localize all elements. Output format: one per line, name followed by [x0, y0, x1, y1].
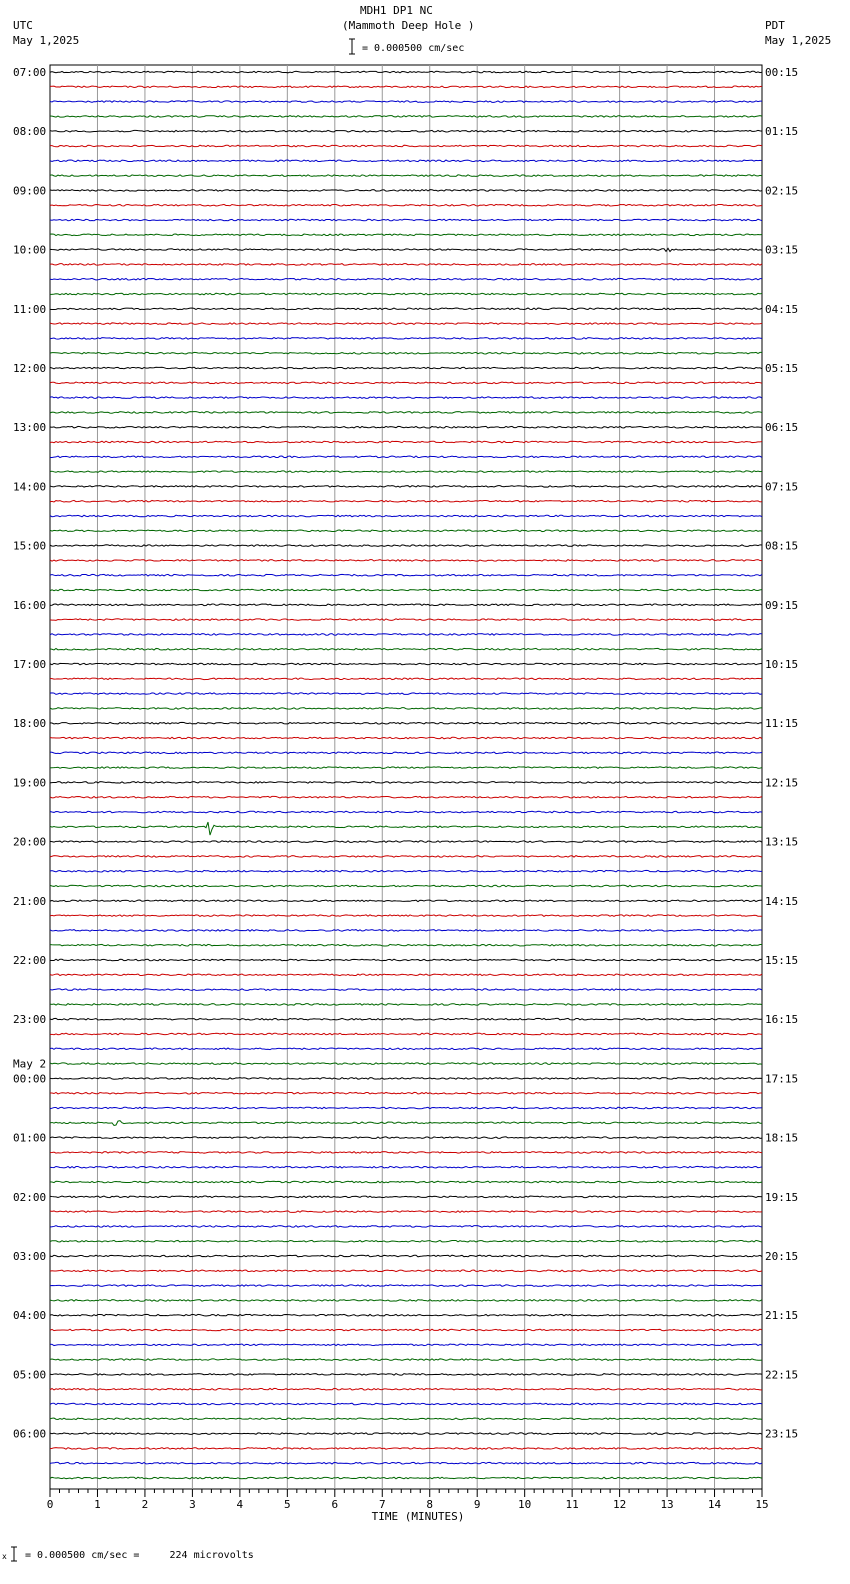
- utc-hour-label: 14:00: [13, 480, 47, 494]
- pdt-hour-label: 18:15: [765, 1131, 799, 1145]
- seismic-trace: [50, 500, 762, 502]
- seismic-trace: [50, 722, 762, 724]
- utc-hour-label: 18:00: [13, 717, 47, 731]
- seismic-trace: [50, 1107, 762, 1109]
- seismic-trace: [50, 293, 762, 295]
- seismic-trace: [50, 1448, 762, 1450]
- seismic-trace: [50, 1418, 762, 1420]
- seismic-trace: [50, 1255, 762, 1257]
- seismic-trace: [50, 471, 762, 473]
- seismic-trace: [50, 515, 762, 517]
- scale-label: = 0.000500 cm/sec: [362, 43, 465, 54]
- seismic-trace: [50, 634, 762, 636]
- utc-hour-label: 11:00: [13, 302, 47, 316]
- seismic-trace: [50, 1403, 762, 1405]
- x-tick-label: 14: [707, 1498, 722, 1511]
- seismic-trace: [50, 1181, 762, 1183]
- seismic-trace: [50, 1433, 762, 1435]
- seismic-trace: [50, 900, 762, 902]
- pdt-hour-label: 10:15: [765, 658, 799, 671]
- svg-text:x: x: [2, 1552, 7, 1561]
- seismic-trace: [50, 190, 762, 192]
- pdt-hour-label: 11:15: [765, 717, 799, 731]
- seismic-trace: [50, 278, 762, 280]
- seismic-trace: [50, 1166, 762, 1168]
- seismic-trace: [50, 856, 762, 858]
- seismic-trace: [50, 589, 762, 591]
- seismic-trace: [50, 160, 762, 162]
- pdt-hour-label: 12:15: [765, 776, 799, 790]
- utc-hour-label: 01:00: [13, 1131, 47, 1145]
- x-tick-label: 9: [473, 1498, 481, 1511]
- seismic-trace: [50, 944, 762, 946]
- seismic-trace: [50, 1285, 762, 1287]
- seismic-trace: [50, 175, 762, 177]
- right-timezone: PDT: [765, 19, 785, 32]
- seismic-trace: [50, 86, 762, 88]
- seismic-trace: [50, 219, 762, 221]
- location-title: (Mammoth Deep Hole ): [342, 19, 475, 32]
- seismic-trace: [50, 1137, 762, 1139]
- plot-frame: [50, 65, 762, 1489]
- x-tick-label: 3: [189, 1498, 196, 1511]
- utc-hour-label: 09:00: [13, 184, 47, 198]
- seismic-trace: [50, 1477, 762, 1479]
- seismic-trace: [50, 1388, 762, 1390]
- seismic-trace: [50, 130, 762, 132]
- seismic-trace: [50, 101, 762, 103]
- pdt-hour-label: 06:15: [765, 421, 799, 435]
- utc-hour-label: 10:00: [13, 243, 47, 257]
- seismic-trace: [50, 1152, 762, 1154]
- pdt-hour-label: 07:15: [765, 480, 799, 494]
- utc-hour-label: 04:00: [13, 1309, 47, 1323]
- seismic-trace: [50, 1226, 762, 1228]
- seismic-trace: [50, 1329, 762, 1331]
- x-tick-label: 1: [94, 1498, 101, 1511]
- seismic-trace: [50, 1359, 762, 1361]
- seismic-trace: [50, 1374, 762, 1376]
- seismic-trace: [50, 1196, 762, 1198]
- seismic-trace: [50, 915, 762, 917]
- x-tick-label: 5: [284, 1498, 291, 1511]
- x-tick-label: 11: [565, 1498, 579, 1511]
- utc-hour-label: 22:00: [13, 954, 47, 967]
- x-tick-label: 8: [426, 1498, 434, 1511]
- seismic-trace: [50, 530, 762, 532]
- seismic-trace: [50, 663, 762, 665]
- utc-hour-label: 00:00: [13, 1072, 47, 1086]
- utc-hour-label: 21:00: [13, 894, 47, 908]
- x-axis-label: TIME (MINUTES): [371, 1510, 465, 1523]
- seismic-trace: [50, 752, 762, 754]
- seismic-trace: [50, 1314, 762, 1316]
- seismic-trace: [50, 1300, 762, 1302]
- seismic-trace: [50, 486, 762, 488]
- seismic-trace: [50, 323, 762, 325]
- seismic-trace: [50, 959, 762, 961]
- seismic-trace: [50, 264, 762, 266]
- seismic-trace: [50, 604, 762, 606]
- utc-hour-label: 03:00: [13, 1250, 47, 1263]
- pdt-hour-label: 01:15: [765, 125, 799, 139]
- seismic-trace: [50, 338, 762, 340]
- seismic-trace: [50, 782, 762, 784]
- utc-hour-label: 08:00: [13, 125, 47, 139]
- pdt-hour-label: 04:15: [765, 302, 799, 316]
- utc-hour-label: 02:00: [13, 1190, 47, 1204]
- pdt-hour-label: 13:15: [765, 835, 799, 849]
- seismic-trace: [50, 1078, 762, 1080]
- date-change-label: May 2: [13, 1057, 47, 1071]
- seismic-trace: [50, 426, 762, 428]
- seismic-trace: [50, 841, 762, 843]
- x-tick-label: 4: [236, 1498, 244, 1511]
- seismic-trace: [50, 989, 762, 991]
- seismic-trace: [50, 1063, 762, 1065]
- pdt-hour-label: 19:15: [765, 1190, 799, 1204]
- seismic-trace: [50, 811, 762, 813]
- seismic-trace: [50, 352, 762, 354]
- pdt-hour-label: 08:15: [765, 539, 799, 553]
- seismic-trace: [50, 619, 762, 621]
- pdt-hour-label: 14:15: [765, 894, 799, 908]
- utc-hour-label: 23:00: [13, 1013, 47, 1027]
- seismic-trace: [50, 708, 762, 710]
- x-tick-label: 7: [378, 1498, 386, 1511]
- seismic-trace: [50, 456, 762, 458]
- footer-scale-bar-icon: [2, 1547, 17, 1561]
- x-tick-label: 6: [331, 1498, 339, 1511]
- seismic-trace: [50, 367, 762, 369]
- x-tick-label: 2: [141, 1498, 149, 1511]
- utc-hour-label: 16:00: [13, 598, 47, 612]
- seismic-trace: [50, 870, 762, 872]
- seismic-trace: [50, 308, 762, 310]
- pdt-hour-label: 23:15: [765, 1427, 799, 1441]
- pdt-hour-label: 03:15: [765, 243, 799, 257]
- utc-hour-label: 06:00: [13, 1427, 47, 1441]
- left-date: May 1,2025: [13, 34, 80, 47]
- utc-hour-label: 15:00: [13, 539, 47, 553]
- pdt-hour-label: 16:15: [765, 1013, 799, 1027]
- seismic-trace: [50, 1121, 762, 1126]
- seismic-trace: [50, 885, 762, 887]
- seismic-trace: [50, 1344, 762, 1346]
- pdt-hour-label: 21:15: [765, 1309, 799, 1323]
- seismic-trace: [50, 71, 762, 73]
- seismic-trace: [50, 693, 762, 695]
- utc-hour-label: 05:00: [13, 1368, 47, 1382]
- utc-hour-label: 13:00: [13, 421, 47, 435]
- x-tick-label: 10: [518, 1498, 532, 1511]
- seismic-trace: [50, 574, 762, 576]
- seismic-trace: [50, 822, 762, 835]
- pdt-hour-label: 15:15: [765, 954, 799, 967]
- x-tick-label: 13: [660, 1498, 674, 1511]
- station-title: MDH1 DP1 NC: [360, 4, 433, 17]
- pdt-hour-label: 22:15: [765, 1368, 799, 1382]
- seismic-trace: [50, 767, 762, 769]
- seismic-trace: [50, 1004, 762, 1006]
- pdt-hour-label: 00:15: [765, 66, 799, 79]
- scale-bar-icon: [349, 39, 355, 54]
- seismic-trace: [50, 145, 762, 147]
- seismic-trace: [50, 1211, 762, 1213]
- seismic-trace: [50, 1018, 762, 1020]
- pdt-hour-label: 05:15: [765, 362, 799, 375]
- x-tick-label: 0: [46, 1498, 54, 1511]
- utc-hour-label: 20:00: [13, 835, 47, 849]
- seismic-trace: [50, 204, 762, 206]
- seismic-trace: [50, 545, 762, 547]
- seismic-trace: [50, 1240, 762, 1242]
- left-timezone: UTC: [13, 19, 33, 32]
- x-tick-label: 15: [755, 1498, 769, 1511]
- right-date: May 1,2025: [765, 34, 832, 47]
- seismic-trace: [50, 1270, 762, 1272]
- seismic-trace: [50, 1092, 762, 1094]
- seismic-trace: [50, 382, 762, 384]
- seismic-trace: [50, 441, 762, 443]
- seismic-trace: [50, 1462, 762, 1464]
- seismic-trace: [50, 737, 762, 739]
- seismic-trace: [50, 648, 762, 650]
- pdt-hour-label: 02:15: [765, 184, 799, 198]
- pdt-hour-label: 17:15: [765, 1072, 799, 1086]
- seismic-trace: [50, 1048, 762, 1050]
- seismic-trace: [50, 974, 762, 976]
- utc-hour-label: 17:00: [13, 658, 47, 671]
- seismic-trace: [50, 560, 762, 562]
- pdt-hour-label: 20:15: [765, 1250, 799, 1263]
- seismic-trace: [50, 412, 762, 414]
- seismic-trace: [50, 796, 762, 798]
- seismic-trace: [50, 930, 762, 932]
- seismic-trace: [50, 1033, 762, 1035]
- utc-hour-label: 12:00: [13, 362, 47, 375]
- seismic-trace: [50, 248, 762, 251]
- x-tick-label: 12: [612, 1498, 627, 1511]
- pdt-hour-label: 09:15: [765, 598, 799, 612]
- utc-hour-label: 07:00: [13, 66, 47, 79]
- utc-hour-label: 19:00: [13, 776, 47, 790]
- seismic-trace: [50, 116, 762, 118]
- seismic-trace: [50, 678, 762, 680]
- footer-scale-label: = 0.000500 cm/sec = 224 microvolts: [25, 1550, 254, 1561]
- seismic-trace: [50, 234, 762, 236]
- seismic-trace: [50, 397, 762, 399]
